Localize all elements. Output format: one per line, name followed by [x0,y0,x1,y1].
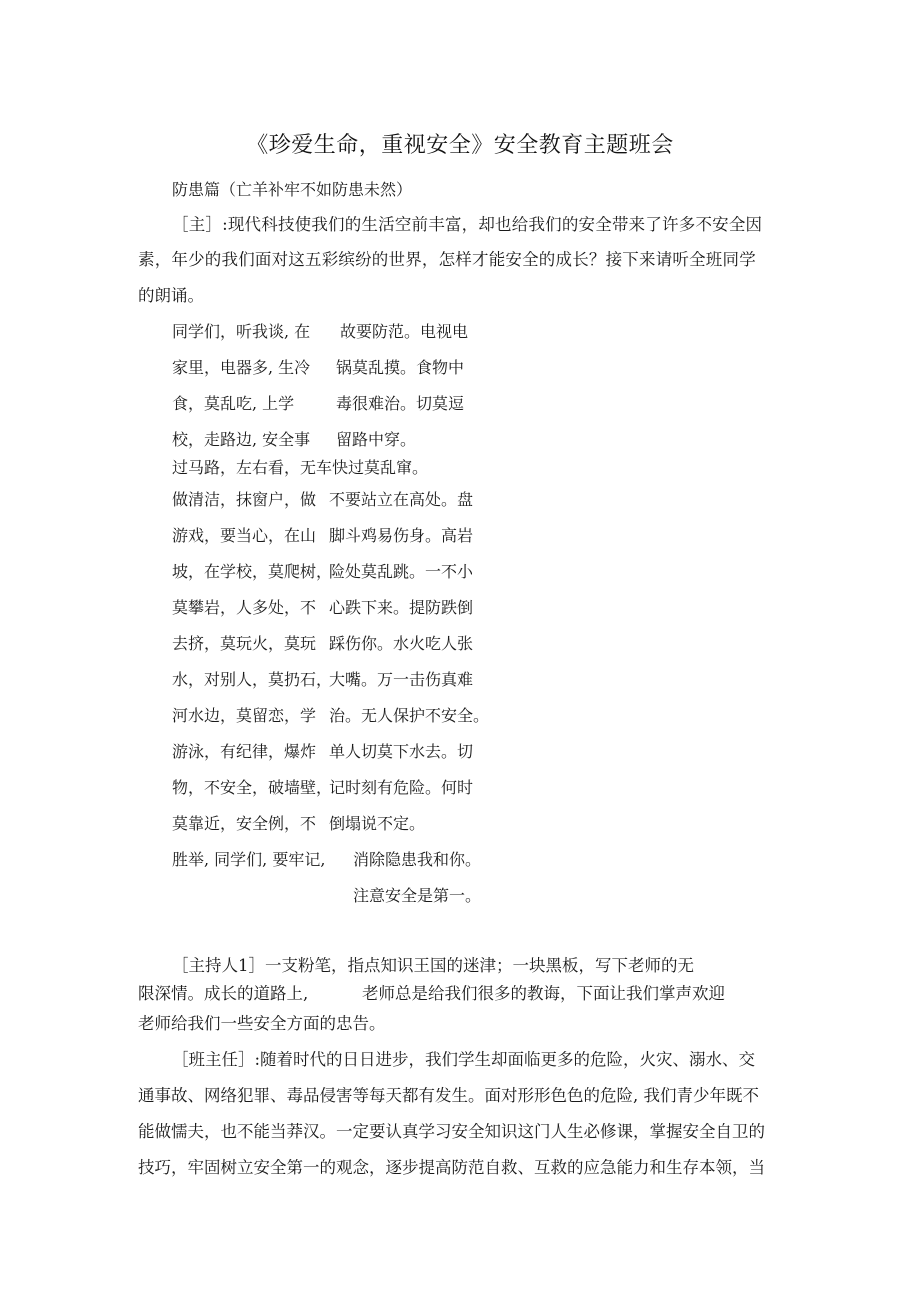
host1-line: 限深情。成长的道路上, [138,984,309,1003]
poem-line: 故要防范。电视电 [340,322,469,341]
teacher-line: 通事故、网络犯罪、毒品侵害等每天都有发生。面对形形色色的危险, 我们青少年既不 [138,1086,759,1105]
teacher-line: 技巧，牢固树立安全第一的观念，逐步提高防范自救、互救的应急能力和生存本领，当 [138,1158,765,1177]
host1-line: ［主持人1］一支粉笔，指点知识王国的迷津；一块黑板，写下老师的无 [172,956,694,975]
poem-line: 胜举, 同学们, 要牢记, [172,850,326,869]
poem-line: 物，不安全，破墙壁， [172,778,333,797]
host1-line: 老师给我们一些安全方面的忠告。 [138,1014,386,1033]
poem-line: 家里，电器多, 生冷 [172,358,311,377]
poem-line: 治。无人保护不安全。 [329,706,490,725]
section-heading: 防患篇（亡羊补牢不如防患未然） [172,180,413,199]
poem-line: 倒塌说不定。 [329,814,426,833]
poem-line: 踩伤你。水火吃人张 [329,634,474,653]
poem-line: 校，走路边, 安全事 [172,430,311,449]
poem-line: 同学们，听我谈, 在 [172,322,311,341]
poem-line: 险处莫乱跳。一不小 [329,562,474,581]
poem-line: 大嘴。万一击伤真难 [329,670,474,689]
host-intro-line: 的朗诵。 [138,286,204,305]
teacher-line: 能做懦夫，也不能当莽汉。一定要认真学习安全知识这门人生必修课，掌握安全自卫的 [138,1122,765,1141]
poem-line: 脚斗鸡易伤身。高岩 [329,526,474,545]
poem-line: 莫攀岩，人多处，不 [172,598,317,617]
poem-line: 游戏，要当心，在山 [172,526,317,545]
host-intro-line: 素，年少的我们面对这五彩缤纷的世界，怎样才能安全的成长？接下来请听全班同学 [138,250,756,269]
poem-line: 心跌下来。提防跌倒 [329,598,474,617]
teacher-line: ［班主任］:随着时代的日日进步，我们学生却面临更多的危险，火灾、溺水、交 [172,1050,756,1069]
host-intro-line: ［主］:现代科技使我们的生活空前丰富，却也给我们的安全带来了许多不安全因 [172,215,763,234]
poem-line: 坡，在学校，莫爬树， [172,562,333,581]
poem-line: 去挤，莫玩火，莫玩 [172,634,317,653]
host1-line: 老师总是给我们很多的教诲，下面让我们掌声欢迎 [362,984,725,1003]
poem-line: 消除隐患我和你。 [353,850,482,869]
poem-line: 锅莫乱摸。食物中 [336,358,465,377]
poem-line: 注意安全是第一。 [353,886,482,905]
poem-line: 莫靠近，安全例，不 [172,814,317,833]
poem-line: 河水边，莫留恋，学 [172,706,317,725]
poem-line: 做清洁，抹窗户，做 [172,490,317,509]
page-title: 《珍爱生命，重视安全》安全教育主题班会 [246,133,674,158]
poem-line: 记时刻有危险。何时 [329,778,474,797]
poem-line: 毒很难治。切莫逗 [336,394,465,413]
poem-line: 游泳，有纪律，爆炸 [172,742,317,761]
poem-line: 单人切莫下水去。切 [329,742,474,761]
poem-line: 不要站立在高处。盘 [329,490,474,509]
poem-line: 水，对别人，莫扔石， [172,670,333,689]
poem-line: 食，莫乱吃, 上学 [172,394,295,413]
poem-line: 过马路，左右看，无车快过莫乱窜。 [172,458,429,477]
poem-line: 留路中穿。 [336,430,417,449]
